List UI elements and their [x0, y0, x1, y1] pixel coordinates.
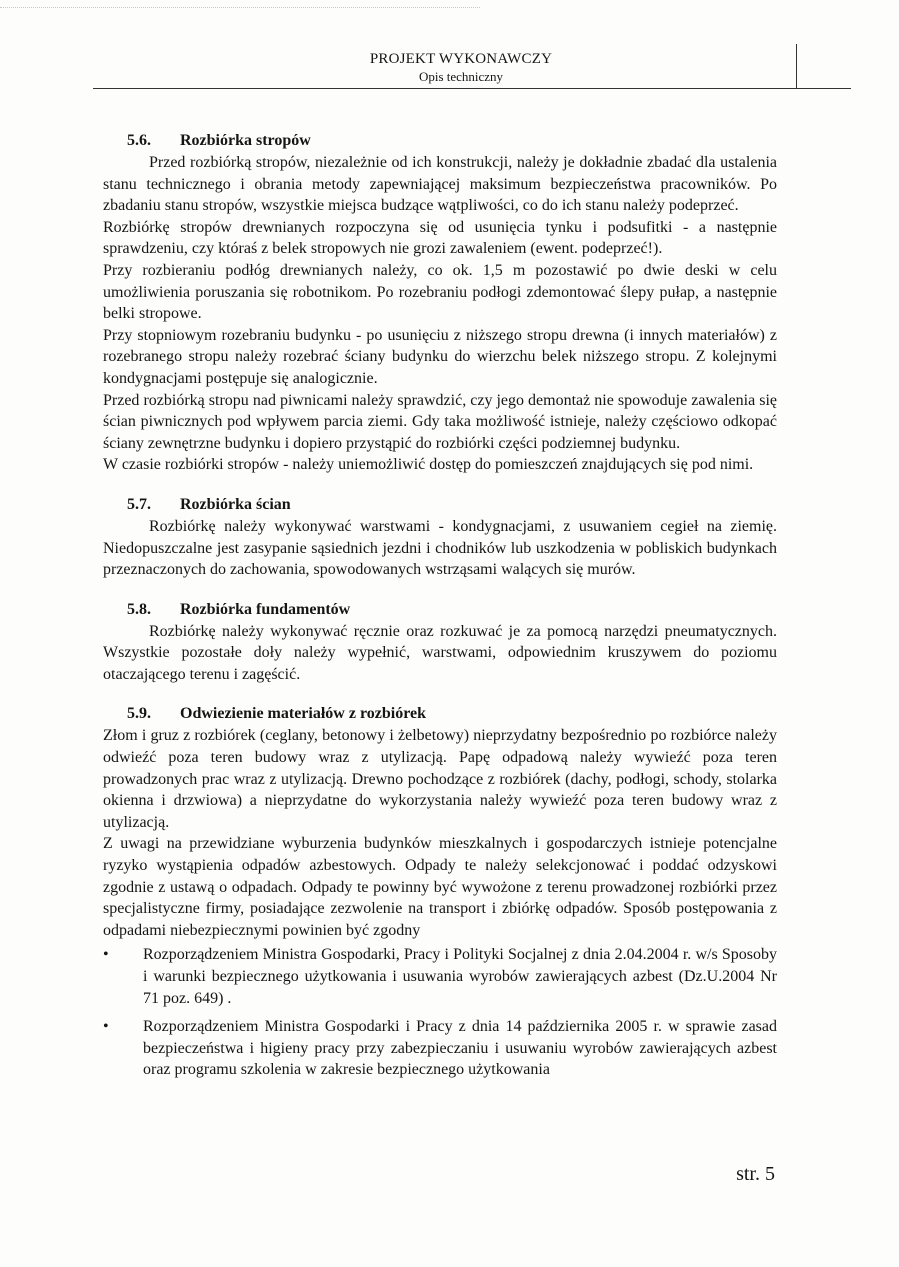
section-heading: [103, 703, 777, 725]
section-number: 5.6.: [127, 132, 151, 149]
section-heading: [103, 494, 777, 516]
header-rule: [93, 88, 851, 89]
document-body: [103, 130, 777, 1099]
section-5-9: [103, 703, 777, 1081]
list-item-text: Rozporządzeniem Ministra Gospodarki, Pracy i Polityki Socjalnej z dnia 2.04.2004 r. w/s Sposoby i warunki bezpiecznego użytkowania i usuwania wyrobów zawierających azbest (Dz.U.2004 Nr 71 poz. 649) .: [143, 946, 777, 1007]
header-vertical-rule: [796, 44, 797, 88]
section-5-8: [103, 599, 777, 686]
list-item: [103, 1016, 777, 1081]
scan-edge-line: [0, 7, 480, 8]
paragraph: Przy stopniowym rozebraniu budynku - po usunięciu z niższego stropu drewna (i innych materiałów) z rozebranego stropu należy rozebrać ściany budynku do wierzchu belek niższego stropu. Z kolejnymi kondygnacjami postępuje się analogicznie.: [103, 326, 777, 387]
header-title: PROJEKT WYKONAWCZY: [369, 51, 553, 67]
bullet-icon: •: [103, 1018, 109, 1036]
section-title: Rozbiórka ścian: [180, 495, 291, 513]
section-heading: [103, 130, 777, 152]
header-subtitle: Opis techniczny: [418, 69, 504, 84]
bullet-list: [103, 944, 777, 1081]
section-number: 5.8.: [127, 600, 151, 618]
bullet-icon: •: [103, 946, 109, 964]
paragraph: Z uwagi na przewidziane wyburzenia budynków mieszkalnych i gospodarczych istnieje potencjalne ryzyko wystąpienia odpadów azbestowych. Odpady te należy selekcjonować i poddać odzyskowi zgodnie z ustawą o odpadach. Odpady te powinny być wywożone z terenu prowadzonej rozbiórki przez specjalistyczne firmy, posiadające zezwolenie na transport i zbiórkę odpadów. Sposób postępowania z odpadami niebezpiecznymi powinien być zgodny: [103, 835, 777, 939]
paragraph: Przy rozbieraniu podłóg drewnianych należy, co ok. 1,5 m pozostawić po dwie deski w celu umożliwienia poruszania się robotnikom. Po rozebraniu podłogi zdemontować ślepy pułap, a następnie belki stropowe.: [103, 261, 777, 323]
paragraph: Przed rozbiórką stropu nad piwnicami należy sprawdzić, czy jego demontaż nie spowoduje zawalenia się ścian piwnicznych pod wpływem parcia ziemi. Gdy taka możliwość istnieje, należy częściowo odkopać ściany zewnętrzne budynku i dopiero przystąpić do rozbiórki części podziemnej budynku.: [103, 391, 777, 452]
paragraph: Rozbiórkę należy wykonywać warstwami - kondygnacjami, z usuwaniem cegieł na ziemię. Niedopuszczalne jest zasypanie sąsiednich jezdni i chodników lub uszkodzenia w pobliskich budynkach przeznaczonych do zachowania, spowodowanych wstrząsami walących się murów.: [103, 517, 777, 579]
list-item-text: Rozporządzeniem Ministra Gospodarki i Pracy z dnia 14 października 2005 r. w sprawie zasad bezpieczeństwa i higieny pracy przy zabezpieczaniu i usuwaniu wyrobów zawierających azbest oraz programu szkolenia w zakresie bezpiecznego użytkowania: [143, 1018, 777, 1079]
page-header: [93, 50, 849, 85]
section-number: 5.7.: [127, 495, 151, 513]
section-number: 5.9.: [127, 705, 151, 723]
section-title: Rozbiórka stropów: [180, 132, 311, 149]
paragraph: Przed rozbiórką stropów, niezależnie od ich konstrukcji, należy je dokładnie zbadać dla ustalenia stanu technicznego i obrania metody zapewniającej maksimum bezpieczeństwa pracowników. Po zbadaniu stanu stropów, wszystkie miejsca budzące wątpliwości, co do ich stanu należy podeprzeć.: [103, 154, 777, 215]
section-title: Odwiezienie materiałów z rozbiórek: [180, 705, 427, 723]
section-title: Rozbiórka fundamentów: [180, 600, 351, 618]
list-item: [103, 944, 777, 1009]
paragraph: W czasie rozbiórki stropów - należy uniemożliwić dostęp do pomieszczeń znajdujących się pod nimi.: [103, 456, 754, 474]
paragraph: Rozbiórkę stropów drewnianych rozpoczyna się od usunięcia tynku i podsufitki - a następnie sprawdzeniu, czy któraś z belek stropowych nie grozi zawaleniem (ewent. podeprzeć!).: [103, 218, 777, 258]
page-number: str. 5: [736, 1163, 775, 1185]
section-heading: [103, 599, 777, 621]
section-5-7: [103, 494, 777, 581]
section-5-6: [103, 130, 777, 476]
paragraph: Rozbiórkę należy wykonywać ręcznie oraz rozkuwać je za pomocą narzędzi pneumatycznych. Wszystkie pozostałe doły należy wypełnić, warstwami, odpowiednim kruszywem do poziomu otaczającego terenu i zagęścić.: [103, 622, 777, 683]
paragraph: Złom i gruz z rozbiórek (ceglany, betonowy i żelbetowy) nieprzydatny bezpośrednio po rozbiórce należy odwieźć poza teren budowy wraz z utylizacją. Papę odpadową należy wywieźć poza teren prowadzonych prac wraz z utylizacją. Drewno pochodzące z rozbiórek (dachy, podłogi, schody, stolarka okienna i drzwiowa) a nieprzydatne do wykorzystania należy wywieźć poza teren budowy wraz z utylizacją.: [103, 727, 777, 831]
